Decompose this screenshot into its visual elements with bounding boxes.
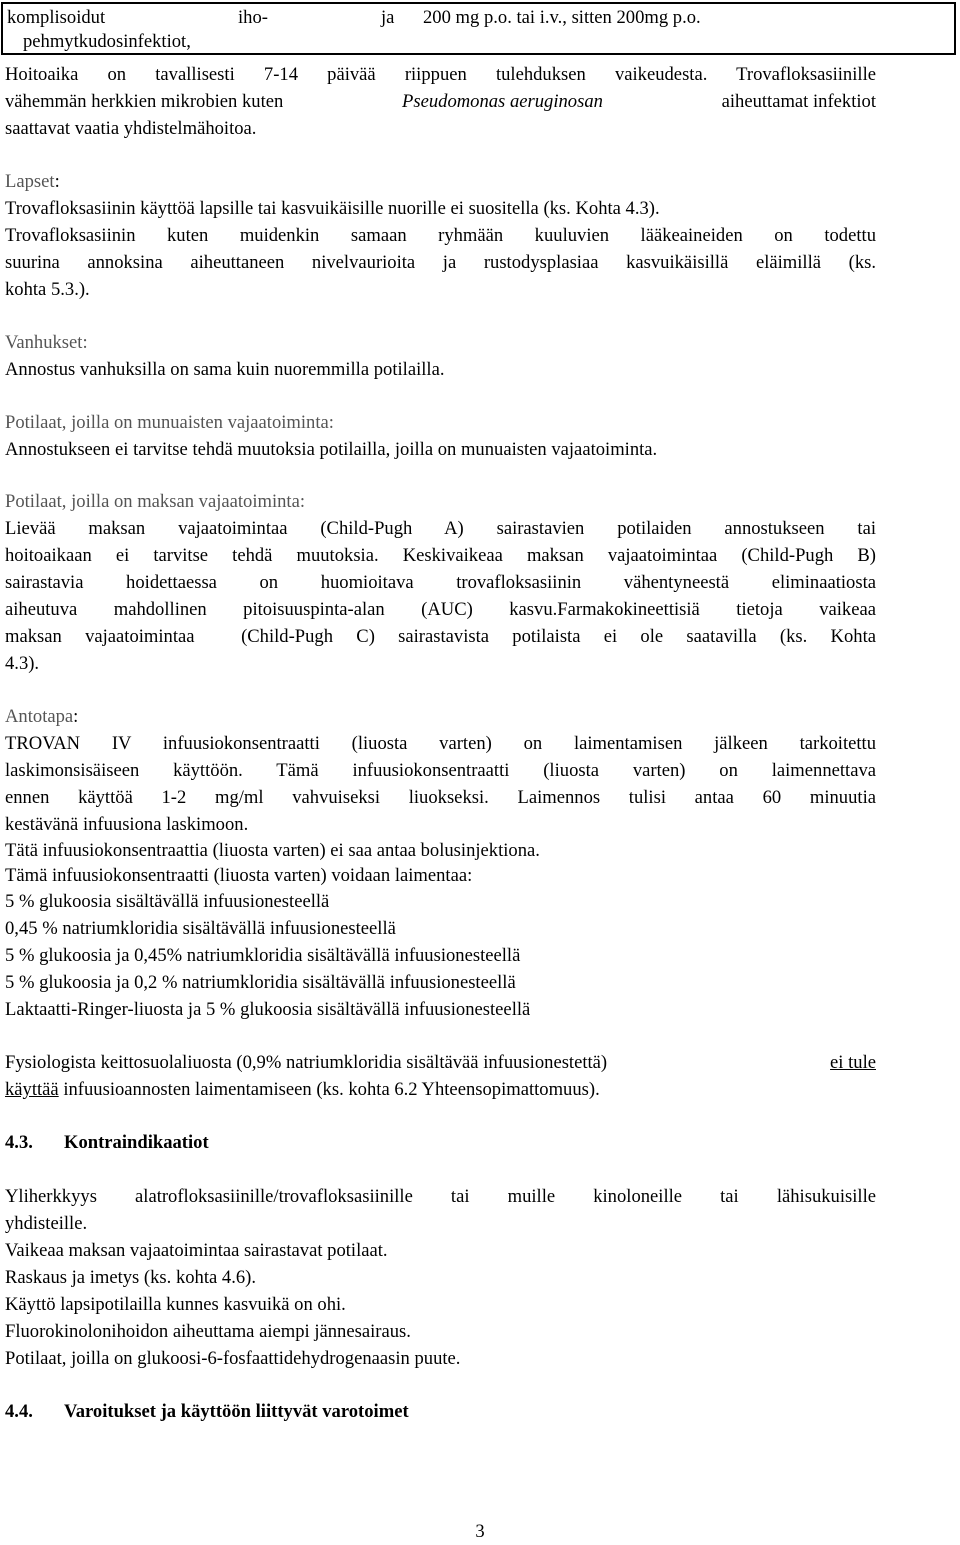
administration-heading [5, 703, 876, 730]
hepatic-line-1: Lievää maksan vajaatoimintaa (Child-Pugh A) sairastavien potilaiden annostukseen tai [5, 518, 876, 539]
duration-line-2-post: aiheuttamat infektiot [721, 91, 876, 112]
children-heading-label: Lapset [5, 171, 55, 192]
contraindication-line-2: yhdisteille. [5, 1213, 88, 1234]
duration-line-2 [5, 88, 876, 115]
duration-line-3: saattavat vaatia yhdistelmähoitoa. [5, 118, 257, 139]
elderly-heading: Vanhukset: [5, 332, 88, 353]
children-line-2: Trovafloksasiinin kuten muidenkin samaan ryhmään kuuluvien lääkeaineiden on todettu [5, 225, 876, 246]
renal-heading: Potilaat, joilla on munuaisten vajaatoiminta: [5, 412, 334, 433]
elderly-line-1: Annostus vanhuksilla on sama kuin nuoremmilla potilailla. [5, 359, 445, 380]
diluent-item: Laktaatti-Ringer-liuosta ja 5 % glukoosia sisältävällä infuusionesteellä [5, 999, 531, 1020]
hepatic-line-3: sairastavia hoidettaessa on huomioitava trovafloksasiinin vähentyneestä eliminaatiosta [5, 572, 876, 593]
hepatic-line-2: hoitoaikaan ei tarvitse tehdä muutoksia. Keskivaikeaa maksan vajaatoimintaa (Child-Pugh B) [5, 545, 876, 566]
hepatic-heading: Potilaat, joilla on maksan vajaatoiminta: [5, 491, 306, 512]
saline-warning-underlined-2: käyttää [5, 1079, 59, 1100]
administration-line-6: Tämä infuusiokonsentraatti (liuosta varten) voidaan laimentaa: [5, 865, 473, 886]
children-line-3: suurina annoksina aiheuttaneen nivelvaurioita ja rustodysplasiaa kasvuikäisillä eläimillä (ks. [5, 252, 876, 273]
saline-warning-underlined: ei tule [830, 1052, 876, 1073]
saline-line-1-text: Fysiologista keittosuolaliuosta (0,9% natriumkloridia sisältävää infuusionestettä) [5, 1052, 608, 1073]
children-heading [5, 168, 876, 195]
duration-line-2-pre: vähemmän herkkien mikrobien kuten [5, 91, 284, 112]
diluent-item: 5 % glukoosia ja 0,2 % natriumkloridia sisältävällä infuusionesteellä [5, 972, 516, 993]
diluent-item: 5 % glukoosia ja 0,45% natriumkloridia sisältävällä infuusionesteellä [5, 945, 521, 966]
contraindication-item: Vaikeaa maksan vajaatoimintaa sairastavat potilaat. [5, 1240, 388, 1261]
renal-line-1: Annostukseen ei tarvitse tehdä muutoksia potilailla, joilla on munuaisten vajaatoiminta. [5, 439, 658, 460]
contraindication-item: Raskaus ja imetys (ks. kohta 4.6). [5, 1267, 256, 1288]
diluent-item: 5 % glukoosia sisältävällä infuusionesteellä [5, 891, 330, 912]
table-cell-indication-conj: ja [381, 7, 395, 28]
section-4-4-number: 4.4. [5, 1401, 33, 1422]
hepatic-line-6: 4.3). [5, 653, 40, 674]
section-4-3-title: Kontraindikaatiot [64, 1132, 209, 1153]
section-4-4-title: Varoitukset ja käyttöön liittyvät varotoimet [64, 1401, 409, 1422]
administration-line-4: kestävänä infuusiona laskimoon. [5, 814, 249, 835]
page-number: 3 [475, 1521, 485, 1542]
contraindication-item: Potilaat, joilla on glukoosi-6-fosfaattidehydrogenaasin puute. [5, 1348, 461, 1369]
contraindication-line-1: Yliherkkyys alatrofloksasiinille/trovafloksasiinille tai muille kinoloneille tai lähisukuisille [5, 1186, 876, 1207]
hepatic-line-5: maksan vajaatoimintaa (Child-Pugh C) sairastavista potilaista ei ole saatavilla (ks. Kohta [5, 626, 876, 647]
contraindication-item: Fluorokinolonihoidon aiheuttama aiempi jännesairaus. [5, 1321, 411, 1342]
saline-line-1 [5, 1049, 876, 1076]
saline-line-2 [5, 1076, 876, 1103]
table-cell-indication-line2: pehmytkudosinfektiot, [23, 31, 191, 52]
children-heading-colon: : [54, 171, 60, 192]
duration-line-1: Hoitoaika on tavallisesti 7-14 päivää riippuen tulehduksen vaikeudesta. Trovafloksasiinille [5, 64, 876, 85]
administration-line-5: Tätä infuusiokonsentraattia (liuosta varten) ei saa antaa bolusinjektiona. [5, 840, 540, 861]
table-cell-indication-line1: komplisoidut [7, 7, 106, 28]
administration-heading-label: Antotapa [5, 706, 74, 727]
hepatic-line-4: aiheutuva mahdollinen pitoisuuspinta-alan (AUC) kasvu.Farmakokineettisiä tietoja vaikeaa [5, 599, 876, 620]
table-cell-indication-word: iho- [238, 7, 268, 28]
section-4-3-number: 4.3. [5, 1132, 33, 1153]
saline-line-2-text: infuusioannosten laimentamiseen (ks. kohta 6.2 Yhteensopimattomuus). [63, 1079, 600, 1100]
administration-line-1: TROVAN IV infuusiokonsentraatti (liuosta varten) on laimentamisen jälkeen tarkoitettu [5, 733, 876, 754]
organism-name: Pseudomonas aeruginosan [402, 91, 603, 112]
administration-line-3: ennen käyttöä 1-2 mg/ml vahvuiseksi liuokseksi. Laimennos tulisi antaa 60 minuutia [5, 787, 876, 808]
children-line-1: Trovafloksasiinin käyttöä lapsille tai kasvuikäisille nuorille ei suositella (ks. Kohta 4.3). [5, 198, 660, 219]
administration-line-2: laskimonsisäiseen käyttöön. Tämä infuusiokonsentraatti (liuosta varten) on laimennettava [5, 760, 876, 781]
diluent-item: 0,45 % natriumkloridia sisältävällä infuusionesteellä [5, 918, 396, 939]
administration-heading-colon: : [73, 706, 79, 727]
children-line-4: kohta 5.3.). [5, 279, 90, 300]
dosage-table-row [1, 2, 956, 55]
contraindication-item: Käyttö lapsipotilailla kunnes kasvuikä on ohi. [5, 1294, 346, 1315]
table-cell-dose: 200 mg p.o. tai i.v., sitten 200mg p.o. [423, 7, 701, 28]
